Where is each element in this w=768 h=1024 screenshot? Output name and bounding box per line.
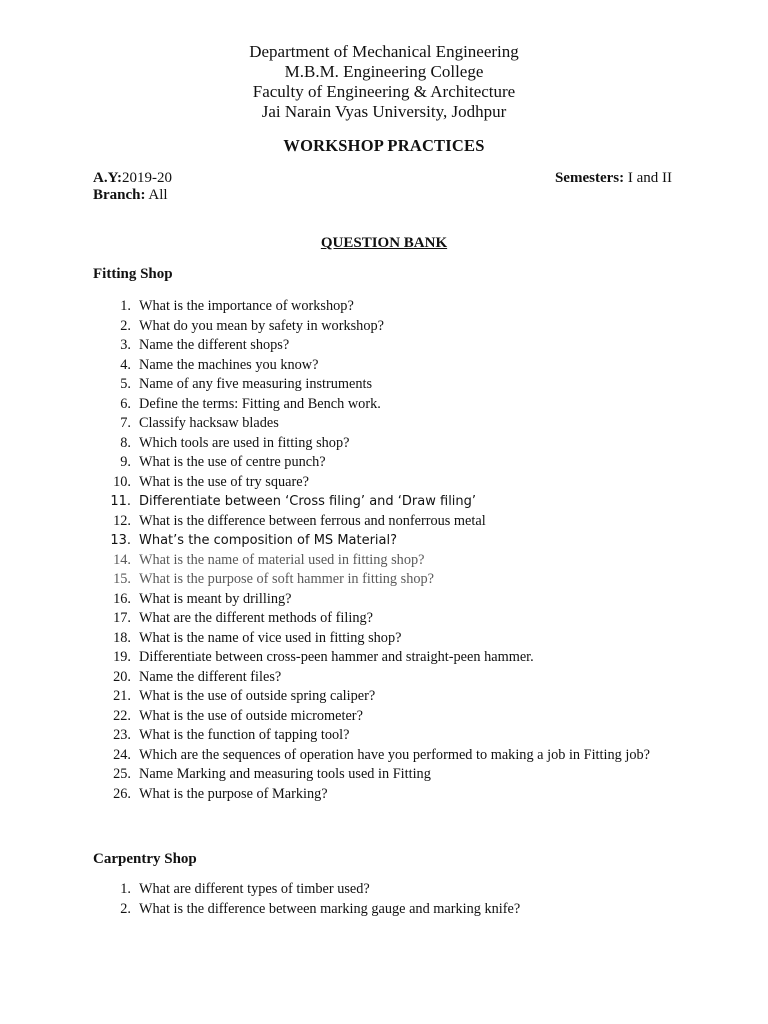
question-text: Name of any five measuring instruments xyxy=(139,376,373,392)
list-item xyxy=(93,336,683,356)
header-university: Jai Narain Vyas University, Jodhpur xyxy=(261,102,507,121)
question-number: 10. xyxy=(113,473,131,490)
question-number: 5. xyxy=(120,376,131,392)
list-item xyxy=(93,434,683,454)
question-text: Which are the sequences of operation have you performed to making a job in Fitting job? xyxy=(139,746,650,763)
question-text: Which tools are used in fitting shop? xyxy=(139,434,350,451)
question-number: 23. xyxy=(113,727,131,743)
question-text: What are the different methods of filing? xyxy=(139,610,373,626)
question-text: What is the use of outside spring caliper? xyxy=(139,688,376,704)
list-item xyxy=(93,785,683,805)
list-item xyxy=(93,880,683,900)
list-item xyxy=(93,746,683,766)
question-number: 2. xyxy=(120,900,131,917)
question-text: Name Marking and measuring tools used in Fitting xyxy=(139,766,431,782)
question-text: Define the terms: Fitting and Bench work. xyxy=(139,395,381,412)
question-text: Name the machines you know? xyxy=(139,356,319,373)
question-number: 12. xyxy=(113,512,131,529)
question-bank-title: QUESTION BANK xyxy=(320,235,448,251)
ay-label: A.Y: xyxy=(93,170,123,186)
question-number: 2. xyxy=(120,317,131,334)
question-text: What’s the composition of MS Material? xyxy=(139,533,398,548)
list-item xyxy=(93,590,683,610)
list-item xyxy=(93,900,683,920)
list-item xyxy=(93,629,683,649)
list-item xyxy=(93,492,683,512)
section-title-carpentry: Carpentry Shop xyxy=(93,851,197,867)
question-text: What is the use of try square? xyxy=(139,473,309,490)
question-text: What is the purpose of Marking? xyxy=(139,785,328,802)
list-item xyxy=(93,668,683,688)
section-title-fitting: Fitting Shop xyxy=(93,266,173,282)
question-number: 15. xyxy=(113,571,131,587)
list-item xyxy=(93,473,683,493)
question-number: 11. xyxy=(110,494,131,509)
question-text: What is meant by drilling? xyxy=(139,590,292,607)
question-number: 19. xyxy=(113,649,131,665)
list-item xyxy=(93,375,683,395)
question-text: What is the difference between ferrous and nonferrous metal xyxy=(139,512,486,529)
question-text: Name the different files? xyxy=(139,668,282,685)
academic-year xyxy=(93,170,172,187)
question-number: 20. xyxy=(113,668,131,685)
question-text: What is the purpose of soft hammer in fitting shop? xyxy=(139,571,435,587)
question-number: 17. xyxy=(113,610,131,626)
meta-left xyxy=(93,170,172,204)
question-text: What are different types of timber used? xyxy=(139,881,370,897)
list-item xyxy=(93,648,683,668)
question-text: What is the use of outside micrometer? xyxy=(139,707,363,724)
list-item xyxy=(93,765,683,785)
carpentry-question-list xyxy=(93,880,683,919)
list-item xyxy=(93,297,683,317)
question-number: 9. xyxy=(120,454,131,470)
question-number: 1. xyxy=(120,298,131,314)
list-item xyxy=(93,453,683,473)
question-number: 16. xyxy=(113,590,131,607)
document-header xyxy=(0,42,768,122)
branch xyxy=(93,187,172,204)
question-text: What is the use of centre punch? xyxy=(139,454,326,470)
question-number: 18. xyxy=(113,629,131,646)
question-text: What is the importance of workshop? xyxy=(139,298,354,314)
question-text: What is the name of vice used in fitting shop? xyxy=(139,629,402,646)
list-item xyxy=(93,726,683,746)
list-item xyxy=(93,512,683,532)
question-text: Name the different shops? xyxy=(139,337,290,353)
list-item xyxy=(93,551,683,571)
branch-value: All xyxy=(145,187,168,203)
document-title: WORKSHOP PRACTICES xyxy=(283,136,485,155)
list-item xyxy=(93,531,683,551)
question-number: 25. xyxy=(113,766,131,782)
ay-value: 2019-20 xyxy=(122,170,173,186)
question-number: 24. xyxy=(113,746,131,763)
question-number: 4. xyxy=(120,356,131,373)
question-text: What is the function of tapping tool? xyxy=(139,727,350,743)
question-text: What is the difference between marking gauge and marking knife? xyxy=(139,900,521,917)
question-number: 21. xyxy=(113,688,131,704)
question-text: Classify hacksaw blades xyxy=(139,415,279,431)
question-number: 14. xyxy=(113,551,131,568)
question-number: 13. xyxy=(110,533,131,548)
list-item xyxy=(93,687,683,707)
list-item xyxy=(93,395,683,415)
list-item xyxy=(93,609,683,629)
semesters xyxy=(555,170,672,187)
semesters-label: Semesters: xyxy=(554,170,625,186)
question-number: 22. xyxy=(113,707,131,724)
header-department: Department of Mechanical Engineering xyxy=(249,42,519,61)
question-text: What do you mean by safety in workshop? xyxy=(139,317,384,334)
question-text: Differentiate between cross-peen hammer and straight-peen hammer. xyxy=(139,649,534,665)
list-item xyxy=(93,356,683,376)
header-college: M.B.M. Engineering College xyxy=(284,62,484,81)
question-number: 3. xyxy=(120,337,131,353)
list-item xyxy=(93,707,683,727)
fitting-question-list xyxy=(93,297,683,804)
question-number: 8. xyxy=(120,434,131,451)
question-text: Differentiate between ‘Cross filing’ and ‘Draw filing’ xyxy=(139,494,477,509)
question-number: 26. xyxy=(113,785,131,802)
list-item xyxy=(93,414,683,434)
question-number: 6. xyxy=(120,395,131,412)
header-faculty: Faculty of Engineering & Architecture xyxy=(252,82,516,101)
semesters-value: I and II xyxy=(624,170,672,186)
list-item xyxy=(93,317,683,337)
question-number: 1. xyxy=(120,881,131,897)
question-text: What is the name of material used in fitting shop? xyxy=(139,551,425,568)
list-item xyxy=(93,570,683,590)
question-number: 7. xyxy=(120,415,131,431)
branch-label: Branch: xyxy=(93,187,146,203)
